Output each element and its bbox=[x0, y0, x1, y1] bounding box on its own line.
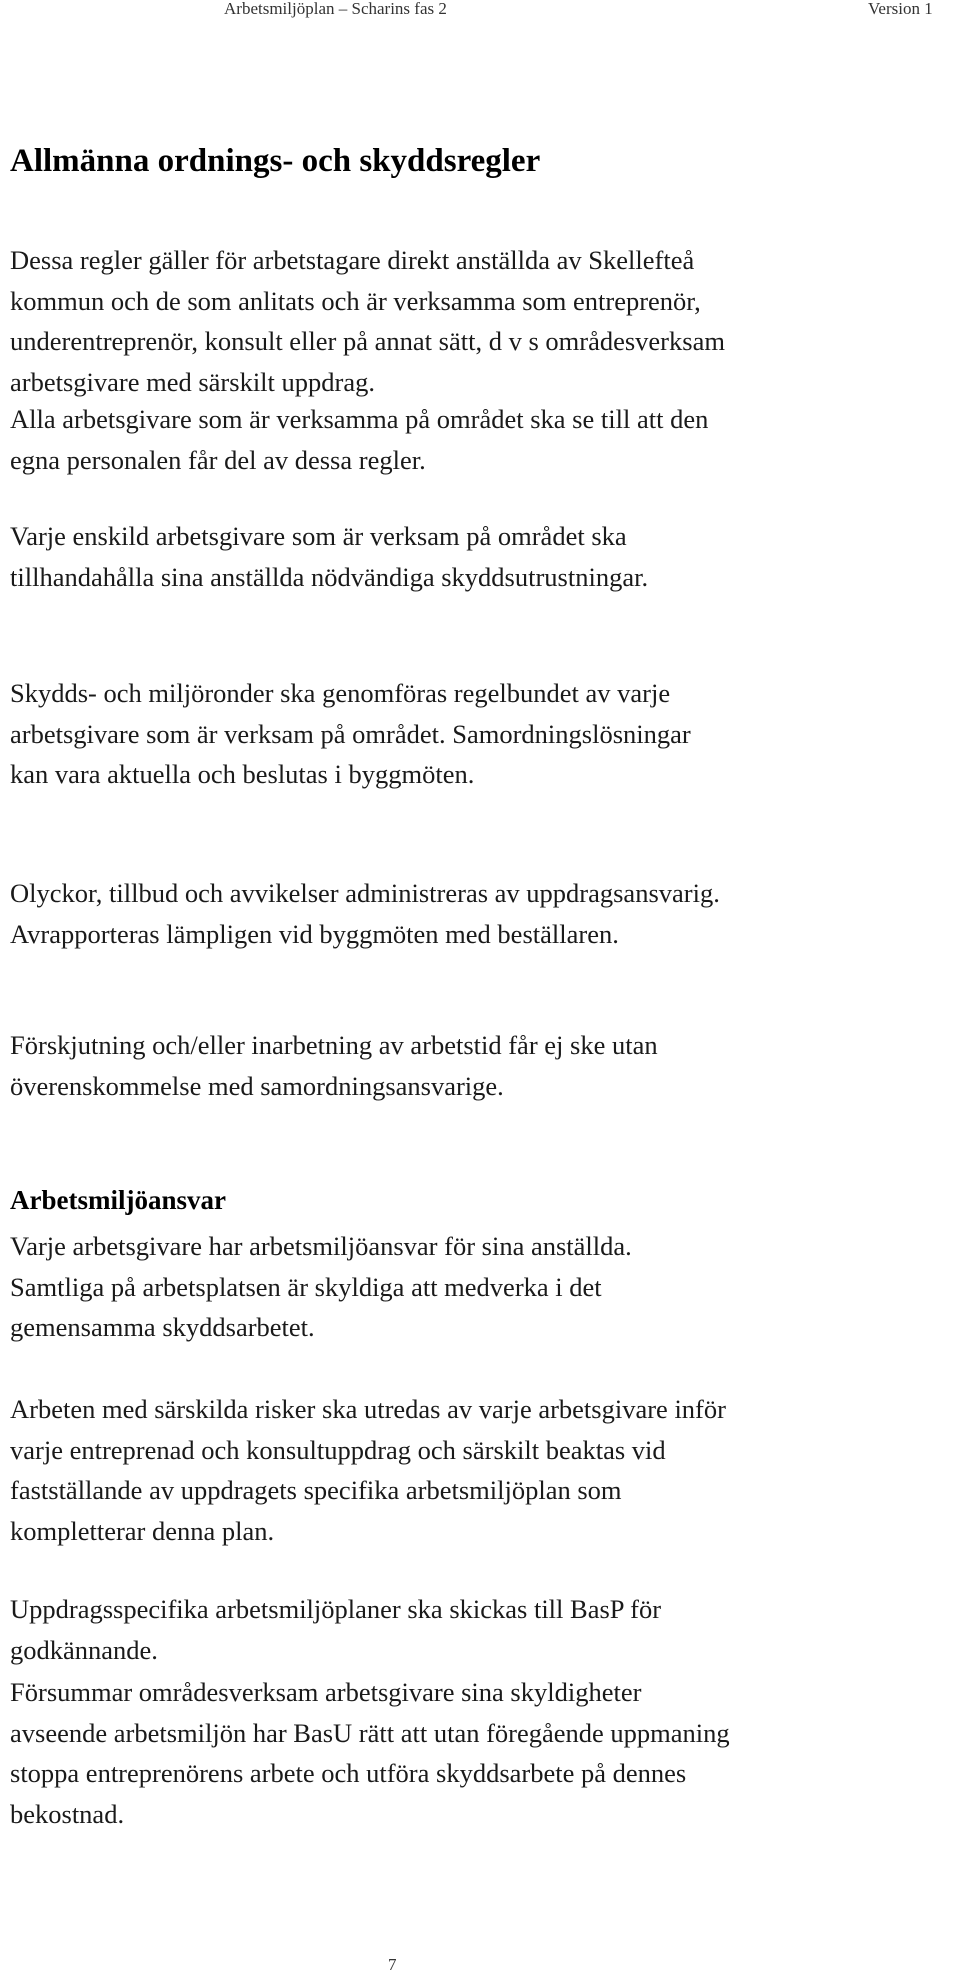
paragraph-accidents: Olyckor, tillbud och avvikelser administreras av uppdragsansvarig. Avrapporteras lämpligen vid byggmöten med beställaren. bbox=[10, 878, 720, 949]
document-version: Version 1 bbox=[868, 0, 933, 18]
paragraph-neglect: Försummar områdesverksam arbetsgivare sina skyldigheter avseende arbetsmiljön har BasU rätt att utan föregående uppmaning stoppa entreprenörens arbete och utföra skyddsarbete på dennes bekostnad. bbox=[10, 1677, 730, 1829]
paragraph-special-risks: Arbeten med särskilda risker ska utredas av varje arbetsgivare inför varje entreprenad och konsultuppdrag och särskilt beaktas vid fastställande av uppdragets specifika arbetsmiljöplan som kompletterar denna plan. bbox=[10, 1394, 726, 1546]
paragraph-scope: Dessa regler gäller för arbetstagare direkt anställda av Skellefteå kommun och de som anlitats och är verksamma som entreprenör, underentreprenör, konsult eller på annat sätt, d v s områdesverksam arbetsgivare med särskilt uppdrag. bbox=[10, 245, 725, 397]
section-heading-work-environment-responsibility: Arbetsmiljöansvar bbox=[10, 1185, 226, 1215]
document-title: Arbetsmiljöplan – Scharins fas 2 bbox=[224, 0, 447, 18]
paragraph-employers-inform: Alla arbetsgivare som är verksamma på området ska se till att den egna personalen får del av dessa regler. bbox=[10, 404, 709, 475]
paragraph-protective-equipment: Varje enskild arbetsgivare som är verksam på området ska tillhandahålla sina anställda nödvändiga skyddsutrustningar. bbox=[10, 521, 649, 592]
paragraph-working-hours: Förskjutning och/eller inarbetning av arbetstid får ej ske utan överenskommelse med samordningsansvarige. bbox=[10, 1030, 658, 1101]
section-heading-general-rules: Allmänna ordnings- och skyddsregler bbox=[10, 143, 541, 179]
page-header bbox=[0, 0, 960, 20]
paragraph-employer-responsibility: Varje arbetsgivare har arbetsmiljöansvar för sina anställda. Samtliga på arbetsplatsen är skyldiga att medverka i det gemensamma skyddsarbetet. bbox=[10, 1231, 632, 1342]
paragraph-specific-plans: Uppdragsspecifika arbetsmiljöplaner ska skickas till BasP för godkännande. bbox=[10, 1594, 662, 1665]
paragraph-safety-rounds: Skydds- och miljöronder ska genomföras regelbundet av varje arbetsgivare som är verksam på området. Samordningslösningar kan vara aktuella och beslutas i byggmöten. bbox=[10, 678, 691, 789]
page-number: 7 bbox=[388, 1955, 397, 1974]
